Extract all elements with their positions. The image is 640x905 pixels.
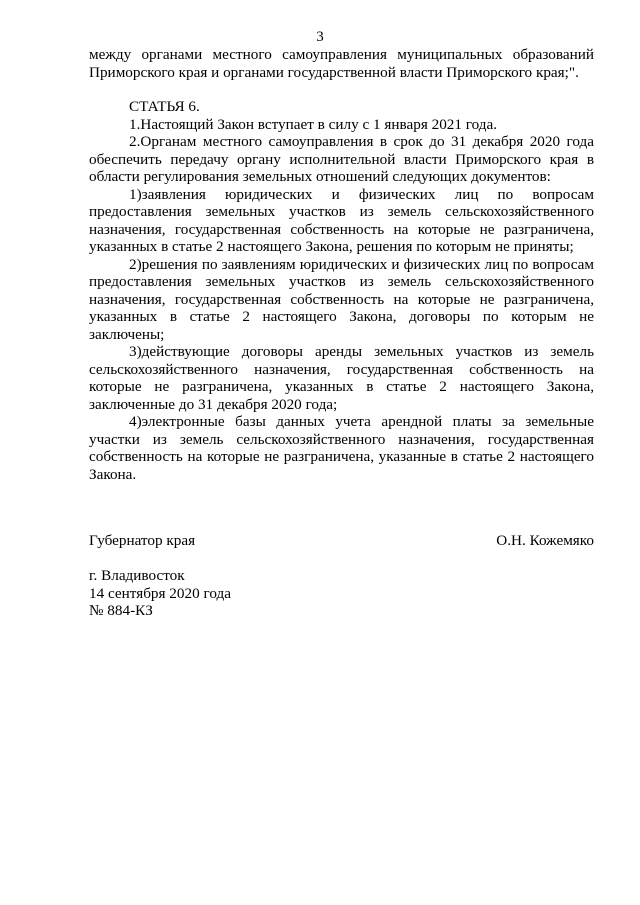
list-item-4: 4)электронные базы данных учета арендной платы за земельные участки из земель сельскохозяйственного назначения, государственная собственность на которые не разграничена, указанные в статье 2 настоящего Закона. [89,413,594,483]
clause-1: 1.Настоящий Закон вступает в силу с 1 января 2021 года. [129,115,498,133]
signatory-name: О.Н. Кожемяко [496,532,594,549]
page-number: 3 [316,29,324,45]
clause-2: 2.Органам местного самоуправления в срок до 31 декабря 2020 года обеспечить передачу органу исполнительной власти Приморского края в области регулирования земельных отношений следующих документов: [89,133,594,185]
paragraph-gap [89,81,594,98]
document-body [89,46,594,483]
article-heading: СТАТЬЯ 6. [129,98,200,115]
list-item-3: 3)действующие договоры аренды земельных участков из земель сельскохозяйственного назначения, государственная собственность на которые не разграничена, указанных в статье 2 настоящего Закона, заключенные до 31 декабря 2020 года; [89,343,594,413]
signatory-position: Губернатор края [89,532,196,549]
list-item-2: 2)решения по заявлениям юридических и физических лиц по вопросам предоставления земельных участков из земель сельскохозяйственного назначения, государственная собственность на которые не разграничена, указанных в статье 2 настоящего Закона, договоры по которым не заключены; [89,255,594,343]
date: 14 сентября 2020 года [89,584,231,602]
list-item-1: 1)заявления юридических и физических лиц по вопросам предоставления земельных участков из земель сельскохозяйственного назначения, государственная собственность на которые не разграничена, указанных в статье 2 настоящего Закона, решения по которым не приняты; [89,185,594,255]
law-number: № 884-КЗ [89,602,153,619]
city: г. Владивосток [89,567,185,584]
continuation-paragraph: между органами местного самоуправления муниципальных образований Приморского края и органами государственной власти Приморского края;". [89,46,594,81]
signature-block [89,532,594,550]
place-date-block [89,567,389,620]
